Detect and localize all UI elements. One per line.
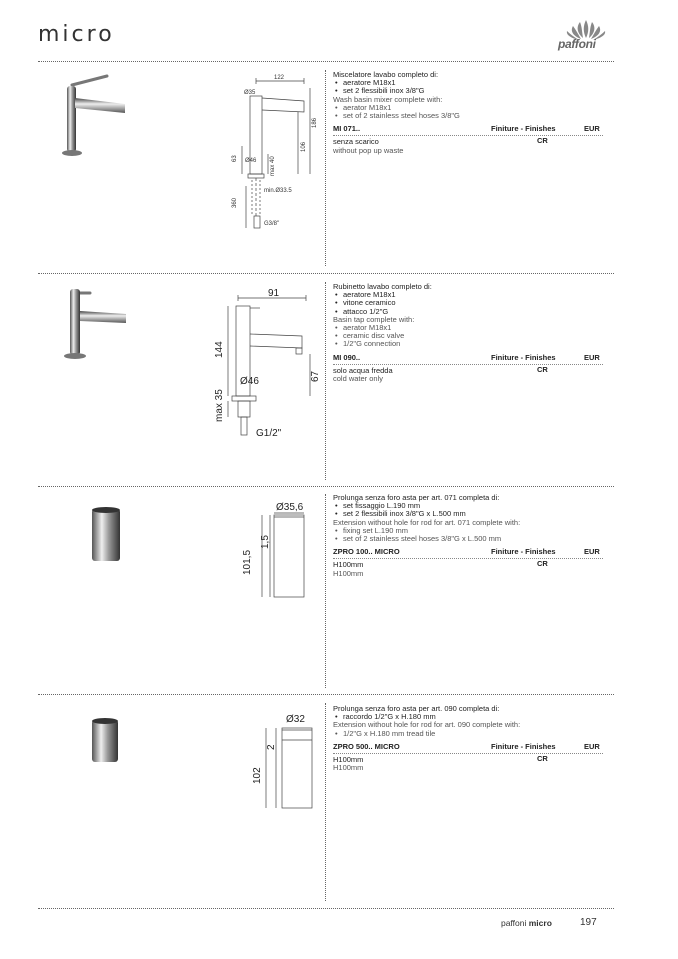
desc-en-item: • set of 2 stainless steel hoses 3/8"G [343,112,603,120]
desc-it-title: Prolunga senza foro asta per art. 090 completa di: [333,704,500,713]
page-title: micro [38,22,115,47]
technical-drawing-extension-090 [238,708,320,812]
note-it: solo acqua fredda [333,365,393,375]
column-divider [325,70,326,266]
dim-diameter-base: Ø46 [245,158,257,164]
separator [38,908,614,909]
technical-drawing-tap [210,284,322,444]
desc-en-item: • 1/2"G x H.180 mm tread tile [343,730,603,738]
currency-label: EUR [584,124,600,134]
finishes-label: Finiture - Finishes [491,124,556,134]
currency-label: EUR [584,741,600,751]
dim-diameter-base: Ø46 [240,376,259,387]
footer-brand [501,918,552,928]
dim-height: 101,5 [242,549,253,575]
dim-diameter-top: Ø35 [244,90,256,96]
desc-it-title: Prolunga senza foro asta per art. 071 completa di: [333,493,500,502]
desc-en-title: Basin tap complete with: [333,314,415,324]
finish-value: CR [537,136,548,146]
code-row [333,547,603,559]
code-row [333,124,603,136]
dim-thickness: 1,5 [260,535,271,549]
product-photo-extension-090 [88,716,128,766]
column-divider [325,494,326,688]
product-code: ZPRO 100.. MICRO [333,547,400,557]
dim-connection: G3/8" [264,221,280,227]
desc-it-title: Rubinetto lavabo completo di: [333,282,432,291]
separator [38,694,614,695]
desc-it-item: • set 2 flessibili inox 3/8"G x L.500 mm [343,510,603,518]
separator [38,61,614,62]
note-en: without pop up waste [333,145,404,155]
dim-diameter: Ø32 [286,714,305,725]
finishes-label: Finiture - Finishes [491,352,556,362]
finish-value: CR [537,559,548,569]
code-row [333,353,603,365]
product-photo-mixer [55,70,145,160]
footer-brand-name: paffoni [501,918,527,928]
dim-height-spout: 106 [301,141,307,152]
product-description-2 [333,283,603,384]
desc-it-title: Miscelatore lavabo completo di: [333,70,439,79]
desc-en-item: • aerator M18x1 [343,104,603,112]
dim-height-base: 63 [232,155,238,162]
desc-en-item: • fixing set L.190 mm [343,527,603,535]
desc-en-title: Extension without hole for rod for art. 071 complete with: [333,517,521,527]
desc-en-item: • 1/2"G connection [343,340,603,348]
note-en: cold water only [333,374,384,384]
desc-it-item: • aeratore M18x1 [343,291,603,299]
desc-it-item: • attacco 1/2"G [343,308,603,316]
currency-label: EUR [584,352,600,362]
dim-connection: G1/2" [256,428,282,439]
column-divider [325,282,326,480]
dim-height-spout: 67 [310,370,321,382]
technical-drawing-extension-071 [230,497,320,601]
logo-text: paffoni [558,37,596,51]
page-number: 197 [580,917,597,928]
dim-hose-length: 360 [232,197,238,208]
note-it: H100mm [333,560,364,570]
finish-value: CR [537,364,548,374]
note-it: senza scarico [333,137,379,147]
product-photo-extension-071 [88,505,128,565]
dim-min-hole: min.Ø33.5 [264,188,292,194]
column-divider [325,703,326,901]
dim-height-total: 144 [214,341,225,358]
finish-value: CR [537,753,548,763]
desc-en-title: Extension without hole for rod for art. 090 complete with: [333,720,521,730]
finishes-label: Finiture - Finishes [491,741,556,751]
desc-it-item: • set 2 flessibili inox 3/8"G [343,87,603,95]
dim-width: 122 [274,75,285,81]
desc-en-title: Wash basin mixer complete with: [333,94,443,104]
product-description-3 [333,494,603,578]
desc-it-item: • raccordo 1/2"G x H.180 mm [343,713,603,721]
code-row [333,742,603,754]
product-code: ZPRO 500.. MICRO [333,741,400,751]
desc-en-item: • ceramic disc valve [343,332,603,340]
dim-width: 91 [268,288,280,299]
dim-max-thickness: max 35 [214,389,225,422]
note-en: H100mm [333,763,364,773]
note-en: H100mm [333,568,364,578]
product-code: MI 071.. [333,124,361,134]
dim-height: 102 [252,767,263,784]
dim-thickness: 2 [266,744,277,750]
desc-it-item: • aeratore M18x1 [343,79,603,87]
desc-it-item: • set fissaggio L.190 mm [343,502,603,510]
footer-line-name: micro [528,918,552,928]
product-description-1 [333,71,603,155]
product-code: MI 090.. [333,352,361,362]
desc-en-item: • aerator M18x1 [343,324,603,332]
finishes-label: Finiture - Finishes [491,547,556,557]
desc-en-item: • set of 2 stainless steel hoses 3/8"G x L.500 mm [343,535,603,543]
note-it: H100mm [333,754,364,764]
dim-diameter: Ø35,6 [276,502,304,513]
separator [38,486,614,487]
separator [38,273,614,274]
dim-height-total: 186 [312,117,318,128]
desc-it-item: • vitone ceramico [343,299,603,307]
technical-drawing-mixer [212,68,324,238]
currency-label: EUR [584,547,600,557]
dim-max-thickness: max 40 [270,156,276,176]
product-photo-tap [60,285,140,365]
product-description-4 [333,705,603,773]
